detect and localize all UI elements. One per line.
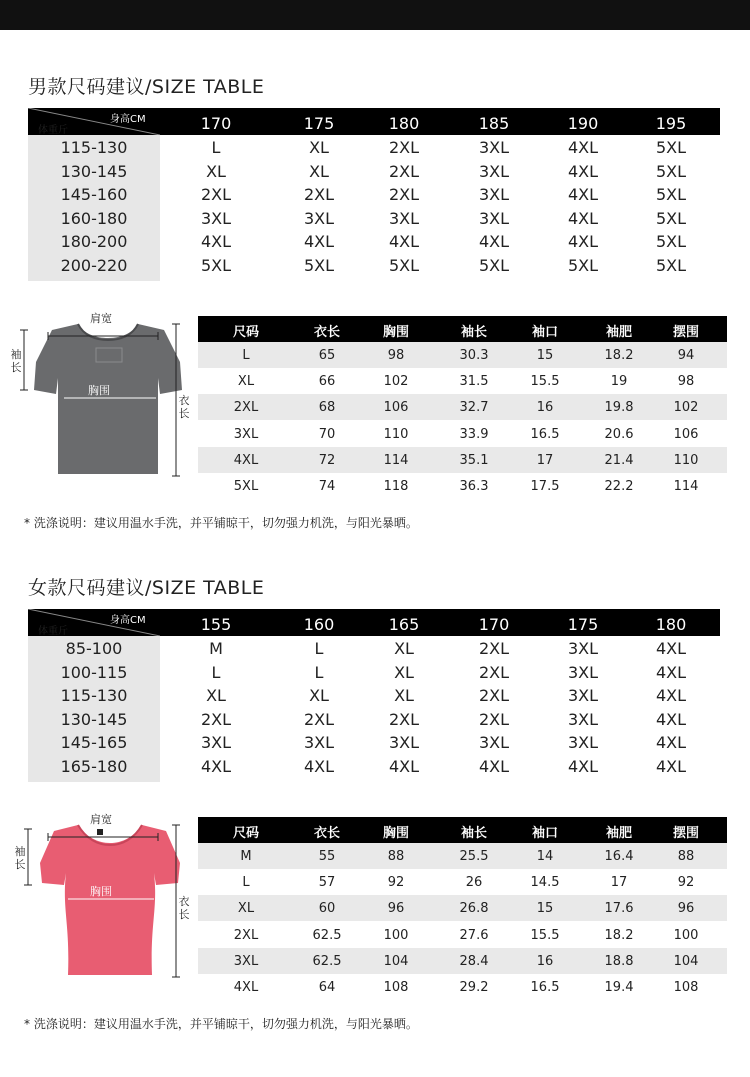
women-measure-cell: 62.5 [312,927,342,943]
men-measure-cell: 72 [318,452,336,468]
men-measure-cell: 94 [677,348,695,363]
men-size-cell: 4XL [567,208,599,228]
women-measure-cell: 19.4 [604,980,634,995]
men-measure-cell: 5XL [233,479,259,494]
men-measure-header-cell: 尺码 [232,325,260,340]
men-size-cell: 5XL [388,255,420,275]
women-weight-cell: 100-115 [60,662,128,682]
men-wash-note: * 洗涤说明：建议用温水手洗，并平铺晾干，切勿强力机洗，与阳光暴晒。 [24,516,418,530]
men-measure-header-cell: 袖长 [460,325,488,340]
women-wash-note: * 洗涤说明：建议用温水手洗，并平铺晾干，切勿强力机洗，与阳光暴晒。 [24,1017,418,1031]
women-size-cell: XL [309,686,329,705]
men-measure-cell: 110 [673,452,699,468]
men-measure-cell: 17.5 [530,479,560,494]
men-size-cell: 5XL [655,255,687,275]
women-size-cell: 3XL [567,733,599,752]
men-size-cell: 3XL [303,208,335,228]
women-size-cell: L [314,662,324,682]
men-measure-cell: 106 [673,426,699,442]
women-measure-cell: 16 [536,953,554,969]
men-measure-cell: 70 [318,426,336,442]
men-size-cell: XL [206,161,226,181]
men-size-cell: 3XL [478,161,510,181]
women-section-title: 女款尺码建议/SIZE TABLE [28,577,265,599]
women-measure-header-cell: 袖口 [531,826,559,841]
women-measurement-table [198,817,727,999]
women-size-cell: 4XL [200,756,232,776]
women-weight-label: 体重斤 [38,626,68,637]
women-weight-cell: 165-180 [60,756,128,776]
women-size-cell: 3XL [567,709,599,729]
women-size-cell: 4XL [303,756,335,776]
men-shoulder-label: 肩宽 [90,312,112,325]
men-measure-cell: 22.2 [604,479,634,494]
women-weight-cell: 115-130 [60,686,128,705]
women-measure-cell: 57 [318,875,336,891]
women-size-cell: 4XL [655,639,687,658]
women-measure-cell: 15 [536,901,554,917]
women-chest-label: 胸围 [90,885,112,898]
women-measure-cell: 28.4 [459,953,489,969]
men-measure-cell: 16 [536,400,554,416]
women-measure-cell: 55 [318,849,336,864]
women-height-col-160: 160 [303,615,335,634]
men-measure-header-cell: 袖肥 [605,325,633,340]
women-size-cell: 2XL [478,662,510,682]
men-measure-cell: 15.5 [530,374,560,390]
men-measure-cell: L [242,348,250,363]
women-size-cell: L [314,639,324,658]
men-size-cell: 3XL [388,208,420,228]
women-weight-cell: 130-145 [60,709,128,729]
women-size-cell: 3XL [478,733,510,752]
women-measure-cell: 18.2 [604,927,634,943]
men-length-label: 衣长 [178,394,190,420]
men-height-col-185: 185 [478,114,510,133]
women-measure-cell: 104 [673,953,699,969]
women-measure-cell: 25.5 [459,849,489,864]
women-size-cell: 4XL [655,686,687,705]
men-size-cell: 4XL [200,232,232,251]
men-measure-cell: 114 [673,479,699,494]
women-height-col-180: 180 [655,615,687,634]
women-sleeve-label: 袖长 [14,845,26,871]
men-measure-cell: 102 [383,374,409,390]
women-height-label: 身高CM [110,615,146,626]
men-measure-row [198,473,727,499]
women-measure-cell: 88 [387,849,405,864]
women-measure-header-cell: 衣长 [313,826,341,841]
women-size-cell: 3XL [567,686,599,705]
men-measure-header-cell: 胸围 [382,325,410,340]
men-measure-cell: 17 [536,452,554,468]
women-size-cell: 2XL [388,709,420,729]
men-measure-row [198,447,727,473]
women-height-col-155: 155 [200,615,232,634]
men-size-cell: 4XL [567,138,599,157]
men-measure-cell: 31.5 [459,374,489,390]
women-measure-row [198,922,727,948]
men-weight-cell: 160-180 [60,208,128,228]
men-measure-cell: 19 [610,374,628,390]
women-measure-cell: 60 [318,901,336,917]
women-weight-cell: 85-100 [65,639,123,658]
women-measure-header-cell: 胸围 [382,826,410,841]
women-measure-cell: 92 [677,875,695,891]
men-section-title: 男款尺码建议/SIZE TABLE [28,76,265,98]
women-size-cell: 4XL [655,709,687,729]
women-length-label: 衣长 [178,895,190,921]
men-size-cell: 4XL [388,232,420,251]
women-measure-row [198,974,727,1000]
men-measure-cell: 19.8 [604,400,634,416]
men-size-cell: 3XL [478,185,510,204]
women-measure-header-cell: 袖肥 [605,826,633,841]
men-weight-cell: 180-200 [60,232,128,251]
men-size-cell: XL [309,161,329,181]
women-measure-cell: 3XL [233,953,259,969]
men-measure-cell: 21.4 [604,452,634,468]
men-measure-row [198,394,727,420]
men-weight-label: 体重斤 [38,125,68,136]
women-measure-cell: 108 [673,980,699,995]
women-measure-cell: 88 [677,849,695,864]
men-size-cell: 2XL [303,185,335,204]
women-size-cell: 4XL [567,756,599,776]
men-measure-cell: 3XL [233,426,259,442]
men-measure-cell: 98 [387,348,405,363]
men-size-cell: 3XL [478,138,510,157]
men-measure-cell: 30.3 [459,348,489,363]
men-size-cell: 2XL [200,185,232,204]
men-size-cell: XL [309,138,329,157]
women-measure-cell: 17 [610,875,628,891]
men-size-cell: 2XL [388,138,420,157]
men-measure-cell: 66 [318,374,336,390]
women-measure-cell: 14 [536,849,554,864]
men-measure-cell: 18.2 [604,348,634,363]
women-measure-cell: L [242,875,250,891]
women-measure-cell: M [240,849,252,864]
men-measure-header-cell: 摆围 [672,325,700,340]
women-size-cell: L [211,662,221,682]
women-size-cell: 3XL [388,733,420,752]
men-measure-cell: 16.5 [530,426,560,442]
women-measure-cell: 16.5 [530,980,560,995]
men-measure-cell: 106 [383,400,409,416]
women-shirt-diagram [8,813,196,983]
women-measure-header-cell: 摆围 [672,826,700,841]
men-weight-cell: 145-160 [60,185,128,204]
men-size-cell: 4XL [303,232,335,251]
men-size-cell: 5XL [478,255,510,275]
women-measure-cell: 96 [387,901,405,917]
women-measure-cell: 27.6 [459,927,489,943]
women-measure-cell: 104 [383,953,409,969]
women-measure-row [198,869,727,895]
women-size-cell: XL [206,686,226,705]
women-measure-cell: 4XL [233,980,259,995]
men-weight-cell: 200-220 [60,255,128,275]
men-measure-cell: XL [237,374,255,390]
men-size-cell: 5XL [303,255,335,275]
men-measure-cell: 98 [677,374,695,390]
men-measure-row [198,368,727,394]
men-measure-cell: 114 [383,452,409,468]
women-size-cell: XL [394,639,414,658]
women-height-col-170: 170 [478,615,510,634]
women-size-cell: XL [394,686,414,705]
women-size-cell: XL [394,662,414,682]
men-size-cell: 2XL [388,161,420,181]
women-size-cell: 2XL [200,709,232,729]
men-measurement-table [198,316,727,498]
women-measure-cell: 15.5 [530,927,560,943]
women-measure-row [198,895,727,921]
women-measure-row [198,843,727,869]
men-size-cell: L [211,138,221,157]
men-size-grid [28,108,720,281]
men-height-col-180: 180 [388,114,420,133]
women-measure-cell: 16.4 [604,849,634,864]
men-size-cell: 5XL [655,138,687,157]
women-size-cell: 3XL [303,733,335,752]
men-measure-cell: 74 [318,479,336,494]
women-measure-cell: 18.8 [604,953,634,969]
women-measure-header-cell: 袖长 [460,826,488,841]
men-size-cell: 4XL [567,161,599,181]
women-measure-cell: 17.6 [604,901,634,917]
women-size-cell: 4XL [655,756,687,776]
women-size-grid [28,609,720,782]
men-measure-row [198,421,727,447]
men-size-cell: 5XL [655,161,687,181]
men-measure-cell: 68 [318,400,336,416]
women-measure-cell: 100 [673,927,699,943]
women-size-cell: M [209,639,223,658]
women-weight-cell: 145-165 [60,733,128,752]
women-size-cell: 4XL [655,662,687,682]
men-size-cell: 5XL [567,255,599,275]
men-size-cell: 5XL [655,208,687,228]
men-height-col-195: 195 [655,114,687,133]
women-measure-row [198,948,727,974]
women-measure-cell: XL [237,901,255,917]
men-measure-cell: 36.3 [459,479,489,494]
men-shirt-diagram [8,312,196,482]
men-measure-header-cell: 袖口 [531,325,559,340]
women-measure-cell: 96 [677,901,695,917]
women-shoulder-label: 肩宽 [90,813,112,826]
men-size-cell: 4XL [567,232,599,251]
women-size-cell: 2XL [478,686,510,705]
men-measure-cell: 32.7 [459,400,489,416]
men-size-cell: 3XL [478,208,510,228]
men-height-col-190: 190 [567,114,599,133]
women-measure-cell: 92 [387,875,405,891]
women-height-col-175: 175 [567,615,599,634]
men-height-col-175: 175 [303,114,335,133]
women-measure-cell: 64 [318,980,336,995]
women-measure-cell: 14.5 [530,875,560,891]
men-measure-cell: 110 [383,426,409,442]
men-measure-header-cell: 衣长 [313,325,341,340]
men-size-cell: 4XL [567,185,599,204]
men-size-cell: 4XL [478,232,510,251]
men-weight-cell: 130-145 [60,161,128,181]
women-size-cell: 4XL [655,733,687,752]
men-measure-cell: 118 [383,479,409,494]
men-size-cell: 2XL [388,185,420,204]
women-size-cell: 4XL [388,756,420,776]
women-size-cell: 3XL [200,733,232,752]
women-size-cell: 3XL [567,639,599,658]
men-measure-cell: 15 [536,348,554,363]
men-sleeve-label: 袖长 [10,348,22,374]
men-measure-row [198,342,727,368]
women-measure-header-cell: 尺码 [232,826,260,841]
men-height-label: 身高CM [110,114,146,125]
men-measure-cell: 4XL [233,452,259,468]
men-measure-cell: 102 [673,400,699,416]
women-height-col-165: 165 [388,615,420,634]
men-size-cell: 3XL [200,208,232,228]
women-size-cell: 2XL [478,709,510,729]
men-measure-cell: 65 [318,348,336,363]
women-size-cell: 2XL [478,639,510,658]
women-measure-cell: 26 [465,875,483,891]
women-measure-cell: 29.2 [459,980,489,995]
men-size-cell: 5XL [655,232,687,251]
men-chest-label: 胸围 [88,384,110,397]
women-measure-cell: 108 [383,980,409,995]
men-weight-cell: 115-130 [60,138,128,157]
men-size-cell: 5XL [655,185,687,204]
men-measure-cell: 33.9 [459,426,489,442]
women-measure-cell: 100 [383,927,409,943]
men-measure-cell: 20.6 [604,426,634,442]
men-size-cell: 5XL [200,255,232,275]
top-banner [0,0,750,30]
women-size-cell: 2XL [303,709,335,729]
men-measure-cell: 2XL [233,400,259,416]
women-size-cell: 3XL [567,662,599,682]
women-measure-cell: 2XL [233,927,259,943]
women-measure-cell: 62.5 [312,953,342,969]
women-size-cell: 4XL [478,756,510,776]
women-measure-cell: 26.8 [459,901,489,917]
men-height-col-170: 170 [200,114,232,133]
men-measure-cell: 35.1 [459,452,489,468]
